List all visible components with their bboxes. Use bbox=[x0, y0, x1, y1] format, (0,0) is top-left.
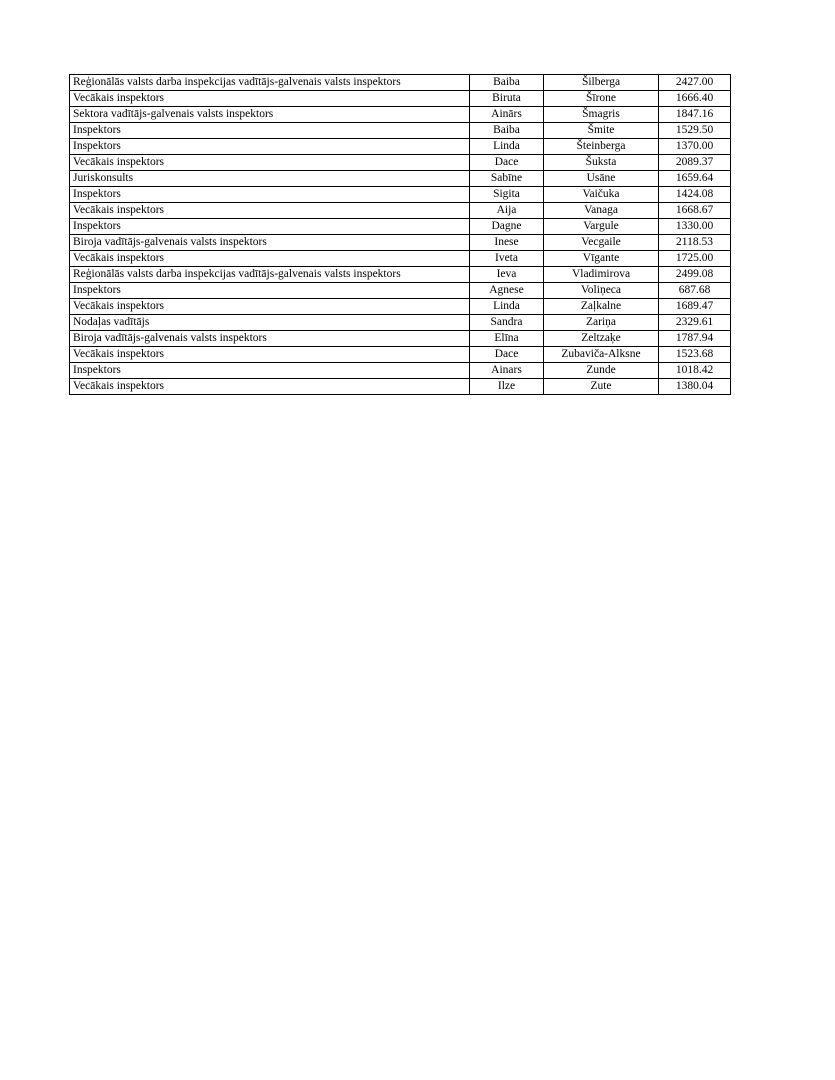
first-name-cell: Ilze bbox=[470, 379, 544, 395]
table-row bbox=[70, 363, 731, 379]
position-cell: Inspektors bbox=[70, 219, 470, 235]
last-name-cell: Šīrone bbox=[544, 91, 659, 107]
position-cell: Nodaļas vadītājs bbox=[70, 315, 470, 331]
first-name-cell: Inese bbox=[470, 235, 544, 251]
last-name-cell: Zeltzaķe bbox=[544, 331, 659, 347]
table-row bbox=[70, 91, 731, 107]
staff-salary-table bbox=[69, 74, 731, 395]
table-row bbox=[70, 283, 731, 299]
last-name-cell: Šmite bbox=[544, 123, 659, 139]
salary-cell: 2118.53 bbox=[659, 235, 731, 251]
position-cell: Biroja vadītājs-galvenais valsts inspektors bbox=[70, 235, 470, 251]
salary-cell: 2329.61 bbox=[659, 315, 731, 331]
last-name-cell: Zunde bbox=[544, 363, 659, 379]
first-name-cell: Iveta bbox=[470, 251, 544, 267]
salary-cell: 1847.16 bbox=[659, 107, 731, 123]
table-row bbox=[70, 379, 731, 395]
position-cell: Inspektors bbox=[70, 187, 470, 203]
last-name-cell: Vanaga bbox=[544, 203, 659, 219]
position-cell: Sektora vadītājs-galvenais valsts inspektors bbox=[70, 107, 470, 123]
salary-cell: 1668.67 bbox=[659, 203, 731, 219]
last-name-cell: Zaļkalne bbox=[544, 299, 659, 315]
table-body bbox=[70, 75, 731, 395]
position-cell: Reģionālās valsts darba inspekcijas vadītājs-galvenais valsts inspektors bbox=[70, 75, 470, 91]
first-name-cell: Dace bbox=[470, 155, 544, 171]
first-name-cell: Aija bbox=[470, 203, 544, 219]
last-name-cell: Šuksta bbox=[544, 155, 659, 171]
table-row bbox=[70, 107, 731, 123]
salary-cell: 1725.00 bbox=[659, 251, 731, 267]
salary-cell: 1330.00 bbox=[659, 219, 731, 235]
position-cell: Inspektors bbox=[70, 123, 470, 139]
table-row bbox=[70, 315, 731, 331]
salary-cell: 2427.00 bbox=[659, 75, 731, 91]
table-row bbox=[70, 267, 731, 283]
position-cell: Juriskonsults bbox=[70, 171, 470, 187]
table-row bbox=[70, 331, 731, 347]
position-cell: Reģionālās valsts darba inspekcijas vadītājs-galvenais valsts inspektors bbox=[70, 267, 470, 283]
table-row bbox=[70, 139, 731, 155]
table-row bbox=[70, 171, 731, 187]
table-row bbox=[70, 347, 731, 363]
position-cell: Inspektors bbox=[70, 363, 470, 379]
salary-cell: 1666.40 bbox=[659, 91, 731, 107]
last-name-cell: Vladimirova bbox=[544, 267, 659, 283]
table-row bbox=[70, 75, 731, 91]
last-name-cell: Vecgaile bbox=[544, 235, 659, 251]
last-name-cell: Šilberga bbox=[544, 75, 659, 91]
position-cell: Inspektors bbox=[70, 139, 470, 155]
last-name-cell: Vīgante bbox=[544, 251, 659, 267]
table-row bbox=[70, 155, 731, 171]
salary-cell: 1370.00 bbox=[659, 139, 731, 155]
first-name-cell: Ainars bbox=[470, 363, 544, 379]
first-name-cell: Sigita bbox=[470, 187, 544, 203]
first-name-cell: Sabīne bbox=[470, 171, 544, 187]
salary-cell: 687.68 bbox=[659, 283, 731, 299]
first-name-cell: Dagne bbox=[470, 219, 544, 235]
salary-cell: 1523.68 bbox=[659, 347, 731, 363]
first-name-cell: Ainārs bbox=[470, 107, 544, 123]
position-cell: Vecākais inspektors bbox=[70, 379, 470, 395]
last-name-cell: Šmagris bbox=[544, 107, 659, 123]
salary-cell: 1659.64 bbox=[659, 171, 731, 187]
position-cell: Vecākais inspektors bbox=[70, 203, 470, 219]
first-name-cell: Sandra bbox=[470, 315, 544, 331]
position-cell: Inspektors bbox=[70, 283, 470, 299]
first-name-cell: Elīna bbox=[470, 331, 544, 347]
first-name-cell: Linda bbox=[470, 299, 544, 315]
first-name-cell: Dace bbox=[470, 347, 544, 363]
first-name-cell: Biruta bbox=[470, 91, 544, 107]
last-name-cell: Voliņeca bbox=[544, 283, 659, 299]
position-cell: Vecākais inspektors bbox=[70, 155, 470, 171]
last-name-cell: Zubaviča-Alksne bbox=[544, 347, 659, 363]
salary-cell: 1380.04 bbox=[659, 379, 731, 395]
first-name-cell: Agnese bbox=[470, 283, 544, 299]
last-name-cell: Usāne bbox=[544, 171, 659, 187]
first-name-cell: Ieva bbox=[470, 267, 544, 283]
table-row bbox=[70, 203, 731, 219]
salary-cell: 1689.47 bbox=[659, 299, 731, 315]
first-name-cell: Baiba bbox=[470, 75, 544, 91]
table-row bbox=[70, 219, 731, 235]
salary-cell: 2089.37 bbox=[659, 155, 731, 171]
position-cell: Vecākais inspektors bbox=[70, 91, 470, 107]
last-name-cell: Vaičuka bbox=[544, 187, 659, 203]
table-row bbox=[70, 251, 731, 267]
salary-cell: 1424.08 bbox=[659, 187, 731, 203]
position-cell: Biroja vadītājs-galvenais valsts inspektors bbox=[70, 331, 470, 347]
table-row bbox=[70, 187, 731, 203]
last-name-cell: Šteinberga bbox=[544, 139, 659, 155]
last-name-cell: Vargule bbox=[544, 219, 659, 235]
salary-cell: 1787.94 bbox=[659, 331, 731, 347]
table-row bbox=[70, 123, 731, 139]
last-name-cell: Zariņa bbox=[544, 315, 659, 331]
salary-cell: 1018.42 bbox=[659, 363, 731, 379]
last-name-cell: Zute bbox=[544, 379, 659, 395]
position-cell: Vecākais inspektors bbox=[70, 251, 470, 267]
first-name-cell: Linda bbox=[470, 139, 544, 155]
position-cell: Vecākais inspektors bbox=[70, 299, 470, 315]
salary-cell: 2499.08 bbox=[659, 267, 731, 283]
salary-cell: 1529.50 bbox=[659, 123, 731, 139]
first-name-cell: Baiba bbox=[470, 123, 544, 139]
position-cell: Vecākais inspektors bbox=[70, 347, 470, 363]
table-row bbox=[70, 299, 731, 315]
table-row bbox=[70, 235, 731, 251]
